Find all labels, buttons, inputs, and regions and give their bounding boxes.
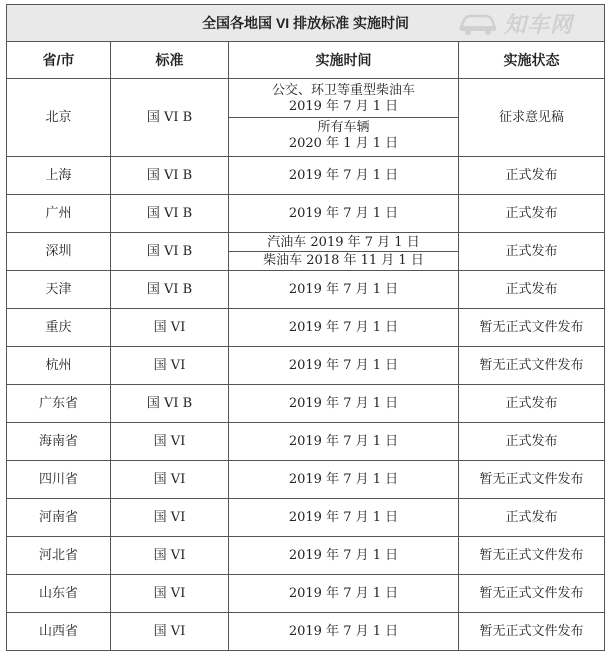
time-line: 2019 年 7 月 1 日: [288, 433, 399, 449]
cell-status: 正式发布: [459, 385, 605, 423]
cell-city: 河北省: [7, 537, 111, 575]
table-body: [7, 79, 605, 651]
table-row: [7, 271, 605, 309]
time-block: [229, 118, 458, 154]
cell-time: [229, 195, 459, 233]
header-standard: 标准: [111, 42, 229, 79]
time-line: 2019 年 7 月 1 日: [288, 547, 399, 563]
header-status: 实施状态: [459, 42, 605, 79]
cell-status: 正式发布: [459, 233, 605, 271]
time-block: [229, 81, 458, 118]
table-row: [7, 309, 605, 347]
cell-standard: 国 VI: [111, 461, 229, 499]
time-block: [229, 234, 458, 252]
cell-time: [229, 461, 459, 499]
table-row: [7, 613, 605, 651]
cell-time: [229, 347, 459, 385]
cell-status: 暂无正式文件发布: [459, 613, 605, 651]
cell-city: 广州: [7, 195, 111, 233]
cell-standard: 国 VI B: [111, 195, 229, 233]
cell-standard: 国 VI: [111, 537, 229, 575]
time-line: 2019 年 7 月 1 日: [288, 585, 399, 601]
cell-status: 正式发布: [459, 499, 605, 537]
cell-city: 杭州: [7, 347, 111, 385]
table-row: [7, 537, 605, 575]
cell-status: 正式发布: [459, 423, 605, 461]
emission-schedule-table: [6, 4, 605, 651]
cell-city: 河南省: [7, 499, 111, 537]
cell-city: 重庆: [7, 309, 111, 347]
cell-status: 暂无正式文件发布: [459, 347, 605, 385]
cell-city: 山西省: [7, 613, 111, 651]
cell-status: 暂无正式文件发布: [459, 537, 605, 575]
time-line: 2019 年 7 月 1 日: [288, 471, 399, 487]
cell-standard: 国 VI: [111, 309, 229, 347]
cell-status: 正式发布: [459, 157, 605, 195]
cell-standard: 国 VI: [111, 613, 229, 651]
cell-standard: 国 VI: [111, 575, 229, 613]
table-row: [7, 423, 605, 461]
cell-time: [229, 271, 459, 309]
table-row: [7, 79, 605, 157]
time-line: 公交、环卫等重型柴油车: [271, 83, 415, 98]
cell-time: [229, 309, 459, 347]
table-row: [7, 233, 605, 271]
cell-status: 暂无正式文件发布: [459, 309, 605, 347]
time-line: 2020 年 1 月 1 日: [288, 136, 399, 151]
table-title: 全国各地国 VI 排放标准 实施时间: [7, 5, 605, 42]
cell-standard: 国 VI B: [111, 157, 229, 195]
cell-time: [229, 157, 459, 195]
time-line: 2019 年 7 月 1 日: [288, 509, 399, 525]
time-line: 2019 年 7 月 1 日: [288, 395, 399, 411]
time-line: 所有车辆: [317, 120, 370, 135]
title-row: [7, 5, 605, 42]
cell-city: 四川省: [7, 461, 111, 499]
cell-time: [229, 499, 459, 537]
cell-city: 海南省: [7, 423, 111, 461]
cell-city: 深圳: [7, 233, 111, 271]
cell-time: [229, 613, 459, 651]
cell-status: 暂无正式文件发布: [459, 575, 605, 613]
time-line: 2019 年 7 月 1 日: [288, 167, 399, 183]
table-row: [7, 385, 605, 423]
table-row: [7, 461, 605, 499]
time-line: 2019 年 7 月 1 日: [288, 205, 399, 221]
cell-city: 山东省: [7, 575, 111, 613]
cell-time: [229, 575, 459, 613]
cell-time: [229, 537, 459, 575]
cell-city: 北京: [7, 79, 111, 157]
cell-status: 暂无正式文件发布: [459, 461, 605, 499]
time-line: 2019 年 7 月 1 日: [288, 623, 399, 639]
time-block: [229, 252, 458, 269]
cell-time: [229, 385, 459, 423]
table-row: [7, 575, 605, 613]
watermark-text: 知车网: [504, 11, 574, 38]
cell-time: [229, 79, 459, 157]
table-row: [7, 499, 605, 537]
cell-city: 广东省: [7, 385, 111, 423]
header-city: 省/市: [7, 42, 111, 79]
time-line: 2019 年 7 月 1 日: [288, 319, 399, 335]
cell-standard: 国 VI: [111, 499, 229, 537]
cell-time: [229, 423, 459, 461]
time-line: 2019 年 7 月 1 日: [288, 357, 399, 373]
table-row: [7, 195, 605, 233]
time-line: 2019 年 7 月 1 日: [288, 99, 399, 114]
cell-standard: 国 VI B: [111, 79, 229, 157]
cell-standard: 国 VI B: [111, 271, 229, 309]
time-line: 柴油车 2018 年 11 月 1 日: [263, 253, 424, 268]
cell-status: 正式发布: [459, 195, 605, 233]
time-line: 汽油车 2019 年 7 月 1 日: [267, 235, 420, 250]
cell-status: 征求意见稿: [459, 79, 605, 157]
cell-time: [229, 233, 459, 271]
cell-city: 上海: [7, 157, 111, 195]
table-row: [7, 347, 605, 385]
cell-status: 正式发布: [459, 271, 605, 309]
header-row: [7, 42, 605, 79]
cell-standard: 国 VI: [111, 423, 229, 461]
cell-standard: 国 VI B: [111, 233, 229, 271]
time-line: 2019 年 7 月 1 日: [288, 281, 399, 297]
header-time: 实施时间: [229, 42, 459, 79]
cell-standard: 国 VI: [111, 347, 229, 385]
cell-standard: 国 VI B: [111, 385, 229, 423]
table-row: [7, 157, 605, 195]
cell-city: 天津: [7, 271, 111, 309]
